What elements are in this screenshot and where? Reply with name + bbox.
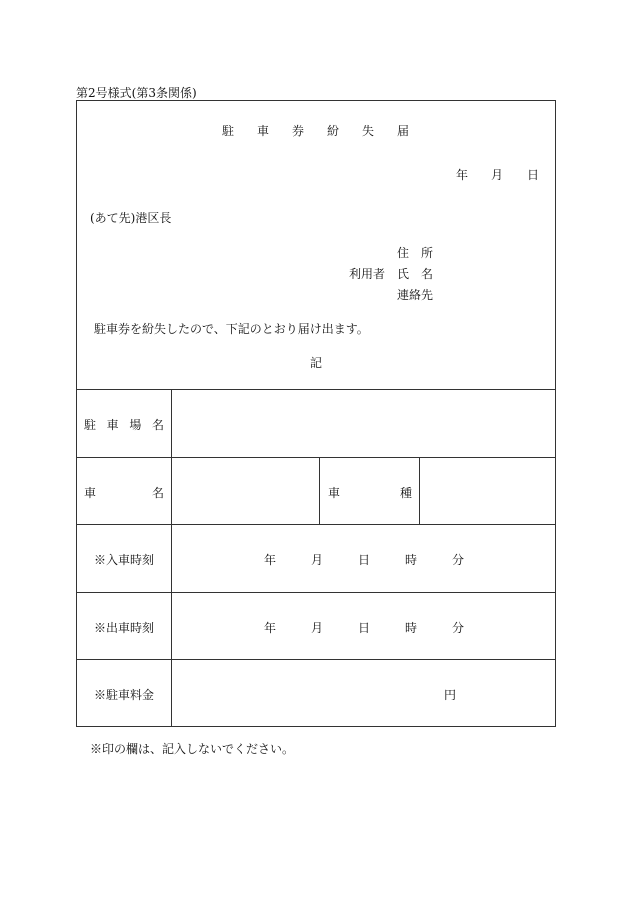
label-char: 車	[84, 486, 97, 500]
label-char: 名	[151, 418, 164, 432]
exit-day-unit: 日	[358, 621, 371, 635]
date-day: 日	[527, 168, 540, 182]
entry-time-label: ※入車時刻	[94, 553, 155, 567]
entry-hour-unit: 時	[405, 553, 418, 567]
addressee: (あて先)港区長	[90, 211, 172, 225]
exit-time-label: ※出車時刻	[94, 621, 155, 635]
row-divider	[76, 659, 556, 660]
car-row-divider	[419, 457, 420, 524]
car-row-divider	[319, 457, 320, 524]
car-name-field[interactable]	[173, 459, 317, 522]
table-top-border	[76, 389, 556, 390]
label-char: 場	[129, 418, 142, 432]
title-char: 紛	[327, 124, 340, 138]
statement-text: 駐車券を紛失したので、下記のとおり届け出ます。	[94, 322, 369, 336]
title-char: 券	[292, 124, 305, 138]
applicant-label: 利用者	[349, 267, 386, 281]
exit-minute-unit: 分	[452, 621, 465, 635]
fee-unit: 円	[444, 688, 457, 702]
title-char: 届	[397, 124, 410, 138]
address-label: 住 所	[397, 246, 434, 260]
footnote: ※印の欄は、記入しないでください。	[90, 742, 295, 756]
exit-hour-unit: 時	[405, 621, 418, 635]
label-char: 車	[328, 486, 341, 500]
title-char: 車	[257, 124, 270, 138]
form-number-label: 第2号様式(第3条関係)	[76, 86, 197, 100]
entry-day-unit: 日	[358, 553, 371, 567]
label-char: 種	[399, 486, 412, 500]
exit-month-unit: 月	[311, 621, 324, 635]
parking-fee-label: ※駐車料金	[94, 688, 155, 702]
car-name-label	[84, 484, 164, 501]
form-title	[222, 122, 432, 139]
name-label: 氏 名	[397, 267, 434, 281]
label-char: 車	[106, 418, 119, 432]
label-column-divider	[171, 389, 172, 727]
entry-minute-unit: 分	[452, 553, 465, 567]
parking-name-field[interactable]	[173, 391, 554, 455]
parking-name-label	[84, 416, 164, 433]
car-type-label	[328, 484, 412, 501]
title-char: 失	[362, 124, 375, 138]
ki-label: 記	[310, 356, 323, 370]
exit-year-unit: 年	[264, 621, 277, 635]
car-type-field[interactable]	[421, 459, 554, 522]
date-month: 月	[491, 168, 504, 182]
label-char: 駐	[84, 418, 97, 432]
title-char: 駐	[222, 124, 235, 138]
entry-year-unit: 年	[264, 553, 277, 567]
row-divider	[76, 524, 556, 525]
row-divider	[76, 457, 556, 458]
contact-label: 連絡先	[397, 288, 434, 302]
row-divider	[76, 592, 556, 593]
entry-month-unit: 月	[311, 553, 324, 567]
date-year: 年	[456, 168, 469, 182]
label-char: 名	[151, 486, 164, 500]
